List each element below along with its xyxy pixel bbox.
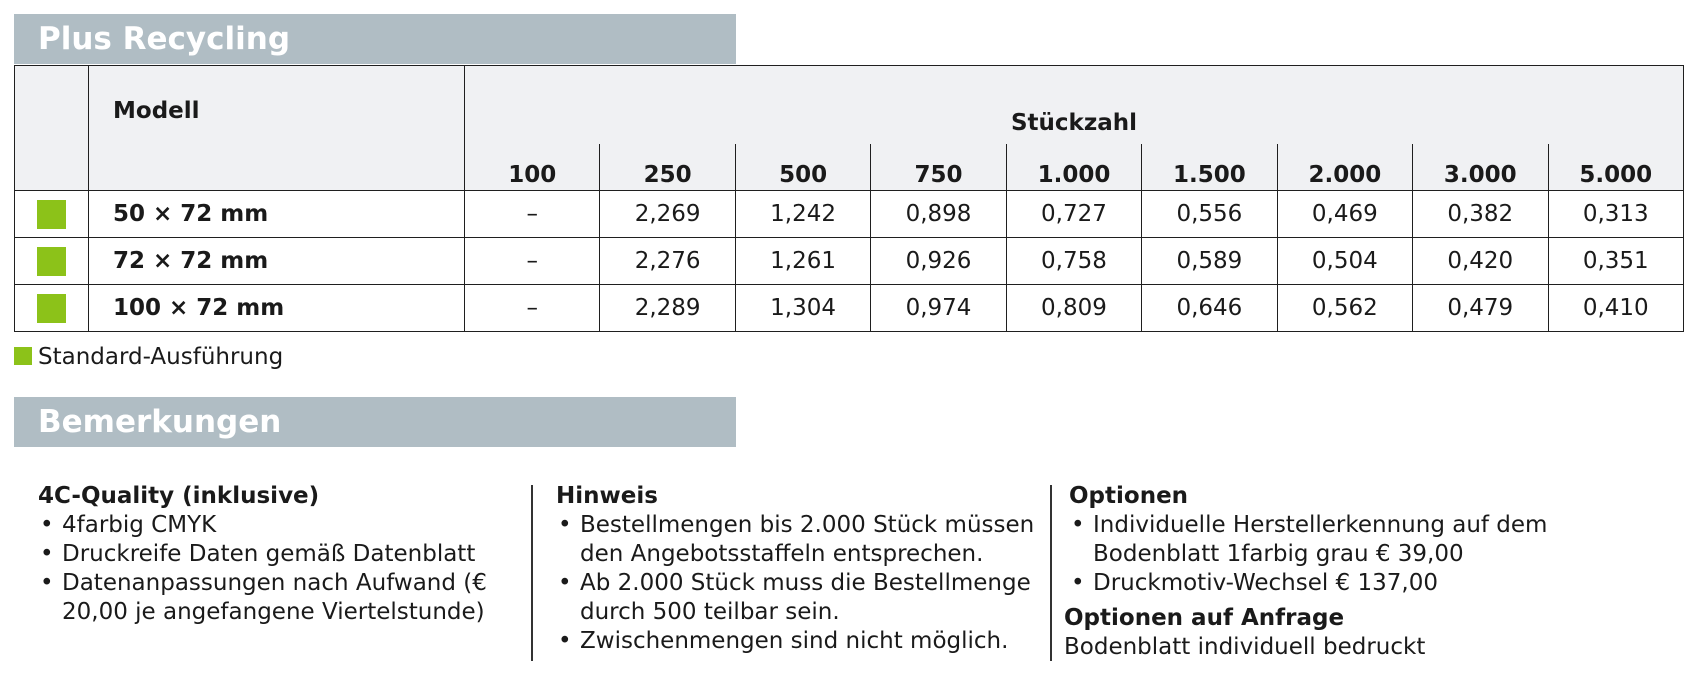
remarks-column-hinweis	[556, 482, 1056, 656]
list-item: • Zwischenmengen sind nicht möglich.	[556, 627, 1056, 656]
price-cell: 2,276	[600, 238, 735, 285]
modell-column-header: Modell	[89, 66, 465, 191]
price-cell: 2,269	[600, 191, 735, 238]
price-cell: 0,974	[871, 285, 1006, 332]
column-title: 4C-Quality (inklusive)	[38, 483, 320, 509]
list-item: • Druckreife Daten gemäß Datenblatt	[38, 540, 518, 569]
bullet-list	[556, 511, 1056, 656]
price-cell: 0,469	[1277, 191, 1412, 238]
bullet-list	[38, 511, 518, 627]
price-cell: –	[465, 191, 600, 238]
list-item: • Datenanpassungen nach Aufwand (€ 20,00 je angefangene Viertelstunde)	[38, 569, 518, 627]
section-header-plus-recycling: Plus Recycling	[14, 14, 736, 64]
column-title: Optionen	[1069, 483, 1189, 509]
list-item: • Individuelle Herstellerkennung auf dem Bodenblatt 1farbig grau € 39,00	[1069, 511, 1629, 569]
price-cell: –	[465, 285, 600, 332]
price-cell: 0,758	[1006, 238, 1141, 285]
price-cell: 0,589	[1142, 238, 1277, 285]
qty-header: 1.000	[1006, 144, 1141, 191]
price-cell: 0,382	[1413, 191, 1548, 238]
qty-header: 2.000	[1277, 144, 1412, 191]
price-cell: 0,898	[871, 191, 1006, 238]
price-cell: 0,727	[1006, 191, 1141, 238]
list-item: • 4farbig CMYK	[38, 511, 518, 540]
list-item: • Ab 2.000 Stück muss die Bestellmenge durch 500 teilbar sein.	[556, 569, 1056, 627]
column-divider	[1050, 485, 1052, 661]
legend-swatch-icon	[14, 347, 32, 365]
remarks-column-quality	[38, 482, 518, 627]
price-cell: 0,479	[1413, 285, 1548, 332]
swatch-cell	[15, 238, 89, 285]
price-cell: 1,242	[735, 191, 870, 238]
price-table	[14, 65, 1684, 332]
table-row	[15, 191, 1684, 238]
price-cell: –	[465, 238, 600, 285]
price-cell: 0,646	[1142, 285, 1277, 332]
price-cell: 0,313	[1548, 191, 1684, 238]
swatch-cell	[15, 191, 89, 238]
legend	[14, 344, 283, 370]
qty-header: 3.000	[1413, 144, 1548, 191]
price-cell: 1,304	[735, 285, 870, 332]
standard-swatch-icon	[37, 247, 66, 276]
standard-swatch-icon	[37, 200, 66, 229]
qty-header: 750	[871, 144, 1006, 191]
price-cell: 0,504	[1277, 238, 1412, 285]
qty-header: 500	[735, 144, 870, 191]
anfrage-text: Bodenblatt individuell bedruckt	[1064, 634, 1426, 660]
price-cell: 1,261	[735, 238, 870, 285]
table-row	[15, 238, 1684, 285]
column-title: Hinweis	[556, 483, 658, 509]
swatch-cell	[15, 285, 89, 332]
remarks-column-optionen	[1064, 482, 1629, 662]
section-header-bemerkungen: Bemerkungen	[14, 397, 736, 447]
swatch-column-header	[15, 66, 89, 191]
standard-swatch-icon	[37, 294, 66, 323]
price-cell: 0,351	[1548, 238, 1684, 285]
price-cell: 0,562	[1277, 285, 1412, 332]
column-subtitle: Optionen auf Anfrage	[1064, 605, 1345, 631]
price-cell: 2,289	[600, 285, 735, 332]
qty-header: 100	[465, 144, 600, 191]
price-cell: 0,410	[1548, 285, 1684, 332]
stueckzahl-header: Stückzahl	[465, 66, 1684, 145]
list-item: • Druckmotiv-Wechsel € 137,00	[1069, 569, 1629, 598]
model-cell: 72 × 72 mm	[89, 238, 465, 285]
price-cell: 0,809	[1006, 285, 1141, 332]
legend-label: Standard-Ausführung	[38, 344, 284, 370]
bullet-list	[1069, 511, 1629, 598]
model-cell: 100 × 72 mm	[89, 285, 465, 332]
qty-header: 5.000	[1548, 144, 1684, 191]
price-cell: 0,420	[1413, 238, 1548, 285]
list-item: • Bestellmengen bis 2.000 Stück müssen den Angebotsstaffeln entsprechen.	[556, 511, 1056, 569]
qty-header: 1.500	[1142, 144, 1277, 191]
qty-header: 250	[600, 144, 735, 191]
column-divider	[531, 485, 533, 661]
table-row	[15, 285, 1684, 332]
price-cell: 0,926	[871, 238, 1006, 285]
model-cell: 50 × 72 mm	[89, 191, 465, 238]
price-cell: 0,556	[1142, 191, 1277, 238]
